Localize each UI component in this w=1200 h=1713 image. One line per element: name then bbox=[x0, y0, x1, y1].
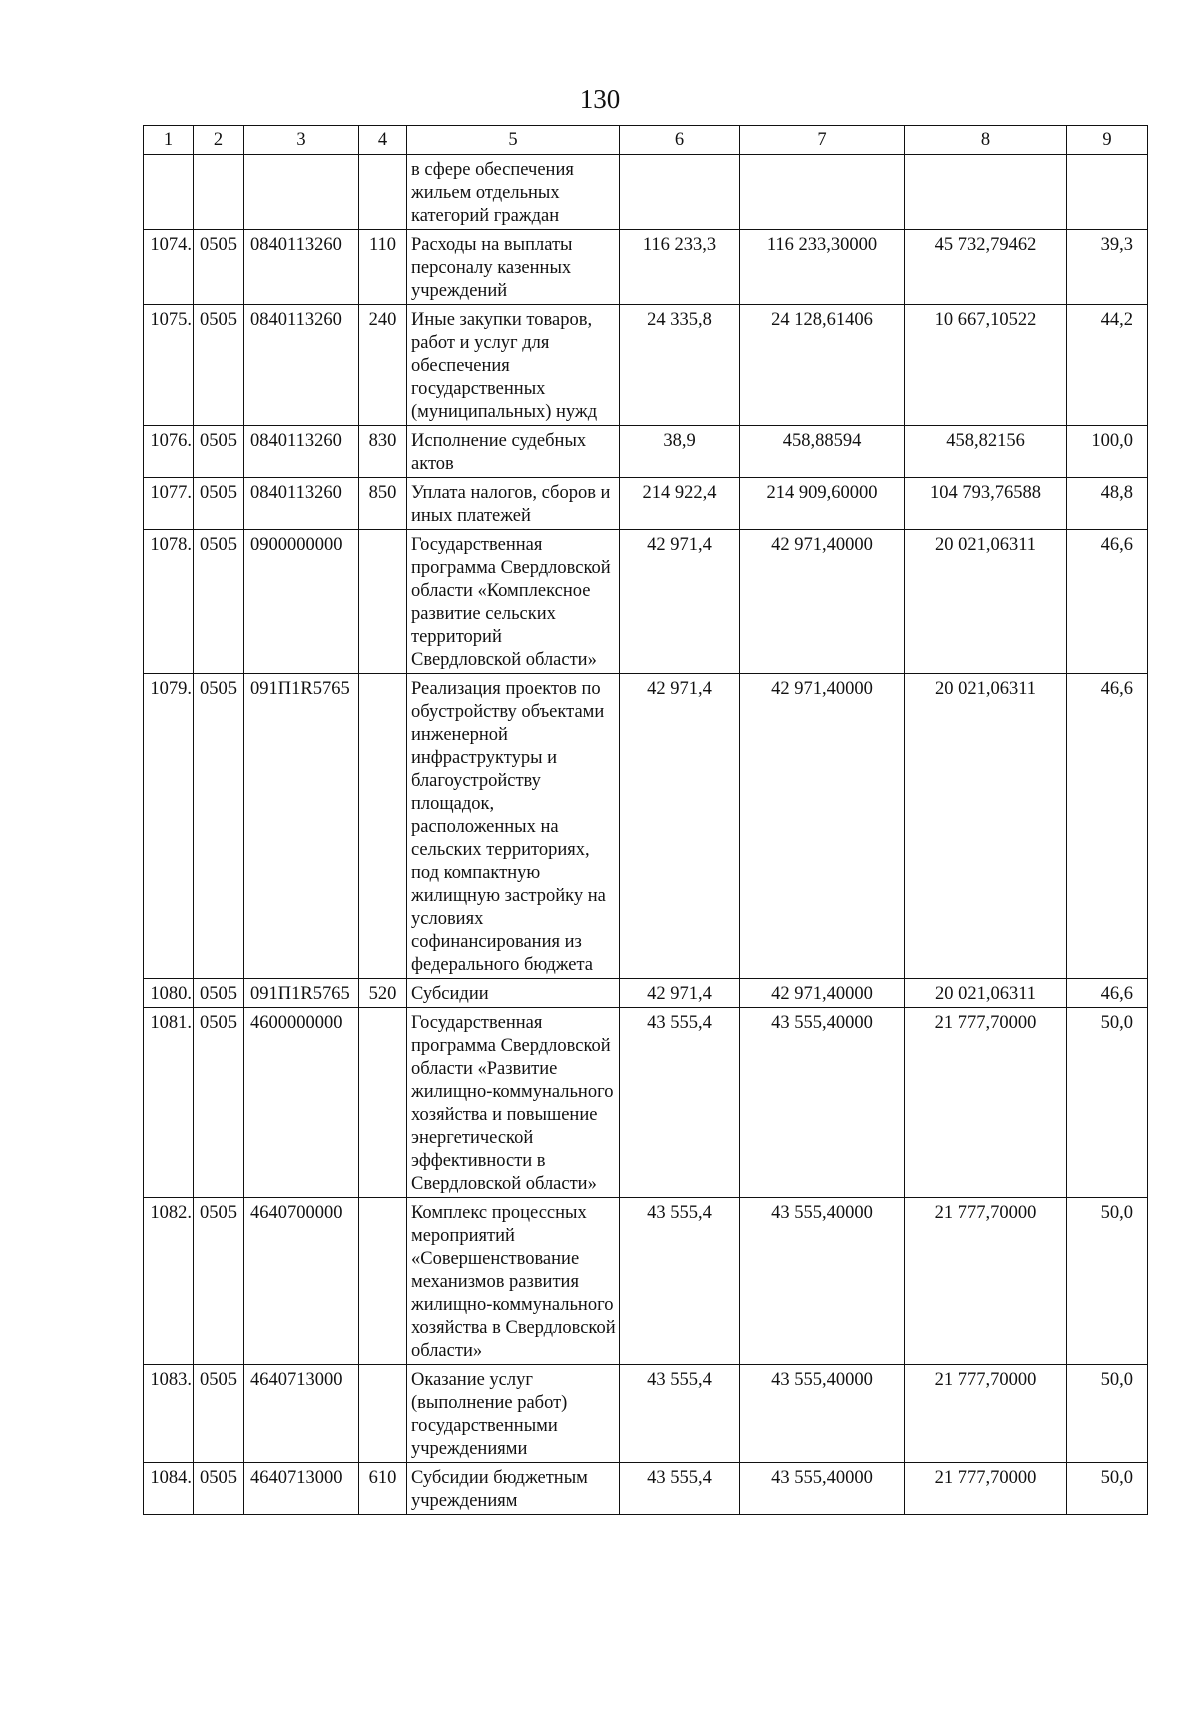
execution-percent-cell: 50,0 bbox=[1067, 1365, 1148, 1463]
row-number-cell: 1076. bbox=[144, 426, 194, 478]
target-article-cell: 4600000000 bbox=[244, 1008, 359, 1198]
page-number: 130 bbox=[579, 84, 621, 114]
execution-percent-cell: 44,2 bbox=[1067, 305, 1148, 426]
section-code-cell: 0505 bbox=[194, 1365, 244, 1463]
header-col-4: 4 bbox=[359, 126, 407, 155]
section-code-cell: 0505 bbox=[194, 1463, 244, 1515]
item-name-cell: Уплата налогов, сборов и иных платежей bbox=[407, 478, 620, 530]
expense-type-cell bbox=[359, 530, 407, 674]
executed-amount-cell bbox=[905, 155, 1067, 230]
header-col-3: 3 bbox=[244, 126, 359, 155]
header-col-9: 9 bbox=[1067, 126, 1148, 155]
target-article-cell: 091П1R5765 bbox=[244, 979, 359, 1008]
refined-amount-cell: 42 971,40000 bbox=[740, 530, 905, 674]
section-code-cell: 0505 bbox=[194, 530, 244, 674]
approved-amount-cell: 214 922,4 bbox=[620, 478, 740, 530]
execution-percent-cell: 46,6 bbox=[1067, 530, 1148, 674]
section-code-cell: 0505 bbox=[194, 305, 244, 426]
target-article-cell: 4640713000 bbox=[244, 1365, 359, 1463]
table-row bbox=[144, 426, 1148, 478]
table-row bbox=[144, 478, 1148, 530]
section-code-cell: 0505 bbox=[194, 1008, 244, 1198]
approved-amount-cell: 42 971,4 bbox=[620, 979, 740, 1008]
expense-type-cell: 830 bbox=[359, 426, 407, 478]
table-row bbox=[144, 530, 1148, 674]
target-article-cell: 091П1R5765 bbox=[244, 674, 359, 979]
table-row bbox=[144, 674, 1148, 979]
executed-amount-cell: 21 777,70000 bbox=[905, 1198, 1067, 1365]
executed-amount-cell: 21 777,70000 bbox=[905, 1463, 1067, 1515]
header-col-7: 7 bbox=[740, 126, 905, 155]
refined-amount-cell: 458,88594 bbox=[740, 426, 905, 478]
section-code-cell: 0505 bbox=[194, 426, 244, 478]
execution-percent-cell: 46,6 bbox=[1067, 979, 1148, 1008]
executed-amount-cell: 20 021,06311 bbox=[905, 530, 1067, 674]
refined-amount-cell: 43 555,40000 bbox=[740, 1008, 905, 1198]
execution-percent-cell: 48,8 bbox=[1067, 478, 1148, 530]
item-name-cell: Исполнение судебных актов bbox=[407, 426, 620, 478]
item-name-cell: Государственная программа Свердловской области «Комплексное развитие сельских территорий Свердловской области» bbox=[407, 530, 620, 674]
item-name-cell: Оказание услуг (выполнение работ) государственными учреждениями bbox=[407, 1365, 620, 1463]
executed-amount-cell: 45 732,79462 bbox=[905, 230, 1067, 305]
item-name-cell: Государственная программа Свердловской области «Развитие жилищно-коммунального хозяйства и повышение энергетической эффективности в Свердловской области» bbox=[407, 1008, 620, 1198]
table-row bbox=[144, 1463, 1148, 1515]
table-row bbox=[144, 1365, 1148, 1463]
refined-amount-cell: 214 909,60000 bbox=[740, 478, 905, 530]
target-article-cell: 0900000000 bbox=[244, 530, 359, 674]
item-name-cell: Субсидии бюджетным учреждениям bbox=[407, 1463, 620, 1515]
section-code-cell: 0505 bbox=[194, 979, 244, 1008]
execution-percent-cell: 50,0 bbox=[1067, 1198, 1148, 1365]
section-code-cell: 0505 bbox=[194, 478, 244, 530]
item-name-cell: Субсидии bbox=[407, 979, 620, 1008]
approved-amount-cell bbox=[620, 155, 740, 230]
approved-amount-cell: 116 233,3 bbox=[620, 230, 740, 305]
row-number-cell: 1081. bbox=[144, 1008, 194, 1198]
expense-type-cell bbox=[359, 1008, 407, 1198]
execution-percent-cell: 39,3 bbox=[1067, 230, 1148, 305]
execution-percent-cell bbox=[1067, 155, 1148, 230]
expense-type-cell: 520 bbox=[359, 979, 407, 1008]
expense-type-cell bbox=[359, 155, 407, 230]
refined-amount-cell: 116 233,30000 bbox=[740, 230, 905, 305]
table-row bbox=[144, 155, 1148, 230]
expense-type-cell: 110 bbox=[359, 230, 407, 305]
item-name-cell: Реализация проектов по обустройству объектами инженерной инфраструктуры и благоустройству площадок, расположенных на сельских территориях, под компактную жилищную застройку на условиях софинансирования из федерального бюджета bbox=[407, 674, 620, 979]
expense-type-cell bbox=[359, 1365, 407, 1463]
target-article-cell: 4640713000 bbox=[244, 1463, 359, 1515]
header-col-6: 6 bbox=[620, 126, 740, 155]
expense-type-cell bbox=[359, 674, 407, 979]
refined-amount-cell: 42 971,40000 bbox=[740, 979, 905, 1008]
row-number-cell: 1084. bbox=[144, 1463, 194, 1515]
header-col-2: 2 bbox=[194, 126, 244, 155]
executed-amount-cell: 10 667,10522 bbox=[905, 305, 1067, 426]
table-row bbox=[144, 979, 1148, 1008]
expense-type-cell: 240 bbox=[359, 305, 407, 426]
item-name-cell: в сфере обеспечения жильем отдельных категорий граждан bbox=[407, 155, 620, 230]
executed-amount-cell: 458,82156 bbox=[905, 426, 1067, 478]
table-row bbox=[144, 305, 1148, 426]
table-header-row bbox=[144, 126, 1148, 155]
approved-amount-cell: 24 335,8 bbox=[620, 305, 740, 426]
row-number-cell: 1080. bbox=[144, 979, 194, 1008]
approved-amount-cell: 43 555,4 bbox=[620, 1365, 740, 1463]
item-name-cell: Иные закупки товаров, работ и услуг для обеспечения государственных (муниципальных) нужд bbox=[407, 305, 620, 426]
execution-percent-cell: 46,6 bbox=[1067, 674, 1148, 979]
table-row bbox=[144, 1198, 1148, 1365]
table-row bbox=[144, 230, 1148, 305]
section-code-cell bbox=[194, 155, 244, 230]
target-article-cell: 0840113260 bbox=[244, 478, 359, 530]
expense-type-cell: 850 bbox=[359, 478, 407, 530]
section-code-cell: 0505 bbox=[194, 674, 244, 979]
table-row bbox=[144, 1008, 1148, 1198]
executed-amount-cell: 20 021,06311 bbox=[905, 674, 1067, 979]
header-col-1: 1 bbox=[144, 126, 194, 155]
execution-percent-cell: 50,0 bbox=[1067, 1008, 1148, 1198]
row-number-cell bbox=[144, 155, 194, 230]
refined-amount-cell: 42 971,40000 bbox=[740, 674, 905, 979]
approved-amount-cell: 43 555,4 bbox=[620, 1463, 740, 1515]
item-name-cell: Расходы на выплаты персоналу казенных учреждений bbox=[407, 230, 620, 305]
approved-amount-cell: 42 971,4 bbox=[620, 674, 740, 979]
row-number-cell: 1083. bbox=[144, 1365, 194, 1463]
refined-amount-cell: 43 555,40000 bbox=[740, 1463, 905, 1515]
item-name-cell: Комплекс процессных мероприятий «Совершенствование механизмов развития жилищно-коммунального хозяйства в Свердловской области» bbox=[407, 1198, 620, 1365]
expense-type-cell: 610 bbox=[359, 1463, 407, 1515]
row-number-cell: 1078. bbox=[144, 530, 194, 674]
executed-amount-cell: 20 021,06311 bbox=[905, 979, 1067, 1008]
executed-amount-cell: 21 777,70000 bbox=[905, 1008, 1067, 1198]
approved-amount-cell: 43 555,4 bbox=[620, 1198, 740, 1365]
target-article-cell: 4640700000 bbox=[244, 1198, 359, 1365]
section-code-cell: 0505 bbox=[194, 230, 244, 305]
target-article-cell: 0840113260 bbox=[244, 305, 359, 426]
row-number-cell: 1079. bbox=[144, 674, 194, 979]
row-number-cell: 1082. bbox=[144, 1198, 194, 1365]
executed-amount-cell: 104 793,76588 bbox=[905, 478, 1067, 530]
approved-amount-cell: 38,9 bbox=[620, 426, 740, 478]
section-code-cell: 0505 bbox=[194, 1198, 244, 1365]
approved-amount-cell: 43 555,4 bbox=[620, 1008, 740, 1198]
target-article-cell: 0840113260 bbox=[244, 426, 359, 478]
expense-type-cell bbox=[359, 1198, 407, 1365]
target-article-cell bbox=[244, 155, 359, 230]
header-col-8: 8 bbox=[905, 126, 1067, 155]
executed-amount-cell: 21 777,70000 bbox=[905, 1365, 1067, 1463]
target-article-cell: 0840113260 bbox=[244, 230, 359, 305]
execution-percent-cell: 50,0 bbox=[1067, 1463, 1148, 1515]
refined-amount-cell: 43 555,40000 bbox=[740, 1365, 905, 1463]
refined-amount-cell bbox=[740, 155, 905, 230]
row-number-cell: 1074. bbox=[144, 230, 194, 305]
budget-table bbox=[143, 125, 1148, 1515]
approved-amount-cell: 42 971,4 bbox=[620, 530, 740, 674]
row-number-cell: 1075. bbox=[144, 305, 194, 426]
row-number-cell: 1077. bbox=[144, 478, 194, 530]
refined-amount-cell: 24 128,61406 bbox=[740, 305, 905, 426]
refined-amount-cell: 43 555,40000 bbox=[740, 1198, 905, 1365]
header-col-5: 5 bbox=[407, 126, 620, 155]
execution-percent-cell: 100,0 bbox=[1067, 426, 1148, 478]
